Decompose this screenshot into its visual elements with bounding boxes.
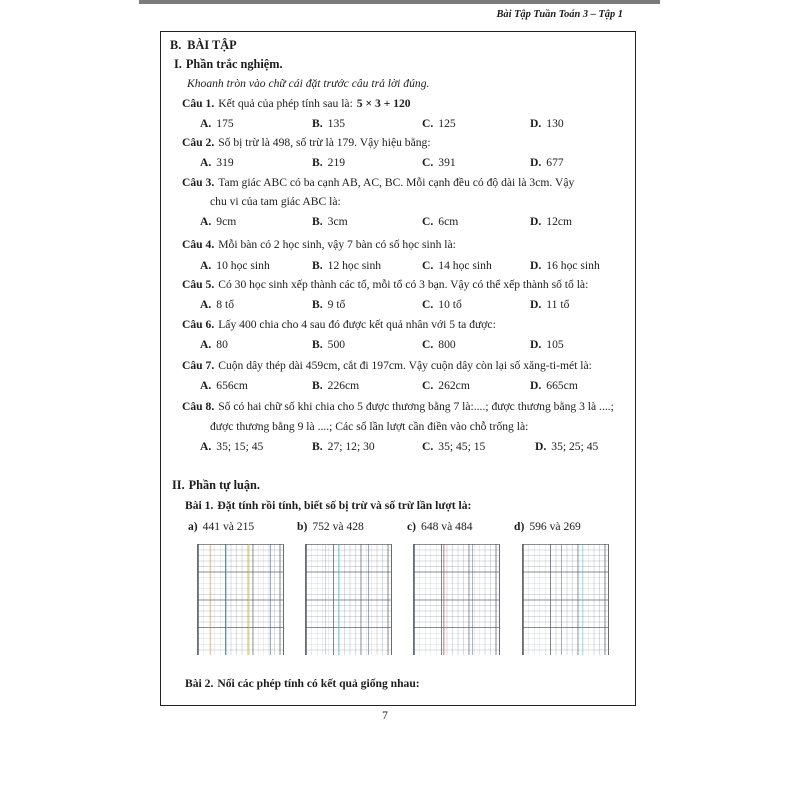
scan-top-edge xyxy=(139,0,660,4)
question-5: Câu 5. Có 30 học sinh xếp thành các tổ, mỗi tổ có 3 bạn. Vậy có thể xếp thành số tổ là: xyxy=(182,278,589,291)
option-c: C. 262cm xyxy=(422,379,470,392)
option-d: D. 130 xyxy=(530,117,564,130)
question-7: Câu 7. Cuộn dây thép dài 459cm, cắt đi 197cm. Vậy cuộn dây còn lại số xăng-ti-mét là: xyxy=(182,359,592,372)
option-b: B. 226cm xyxy=(312,379,360,392)
section-b-heading: B. BÀI TẬP xyxy=(170,38,237,52)
option-b: B. 500 xyxy=(312,338,346,351)
option-a: A. 175 xyxy=(200,117,234,130)
option-a: A. 80 xyxy=(200,338,228,351)
exercise-2-heading: Bài 2. Nối các phép tính có kết quả giống nhau: xyxy=(185,677,420,690)
option-c: C. 125 xyxy=(422,117,456,130)
question-8-options xyxy=(0,437,800,456)
question-8-line1: Câu 8. Số có hai chữ số khi chia cho 5 được thương bằng 7 là:....; được thương bằng 3 là ....; xyxy=(182,400,614,413)
item-c: c) 648 và 484 xyxy=(407,520,473,533)
question-2-options xyxy=(0,153,800,172)
question-3-line1: Câu 3. Tam giác ABC có ba cạnh AB, AC, BC. Mỗi cạnh đều có độ dài là 3cm. Vậy xyxy=(182,176,575,189)
question-1: Câu 1. Kết quả của phép tính sau là: 5 × 3 + 120 xyxy=(182,97,411,110)
option-c: C. 35; 45; 15 xyxy=(422,440,486,453)
option-d: D. 105 xyxy=(530,338,564,351)
exercise-1-items xyxy=(0,517,800,536)
option-c: C. 391 xyxy=(422,156,456,169)
booklet-title: Bài Tập Tuần Toán 3 – Tập 1 xyxy=(496,9,623,20)
option-b: B. 27; 12; 30 xyxy=(312,440,375,453)
part1-heading: I. Phần trắc nghiệm. xyxy=(174,57,283,71)
option-b: B. 219 xyxy=(312,156,346,169)
question-6: Câu 6. Lấy 400 chia cho 4 sau đó được kết quả nhân với 5 ta được: xyxy=(182,318,496,331)
option-c: C. 14 học sinh xyxy=(422,259,492,272)
work-grid-b xyxy=(305,544,392,655)
question-2: Câu 2. Số bị trừ là 498, số trừ là 179. Vậy hiệu bằng: xyxy=(182,136,431,149)
option-d: D. 16 học sinh xyxy=(530,259,600,272)
option-a: A. 35; 15; 45 xyxy=(200,440,264,453)
option-a: A. 8 tổ xyxy=(200,298,234,311)
option-b: B. 3cm xyxy=(312,215,348,228)
option-d: D. 665cm xyxy=(530,379,578,392)
option-c: C. 6cm xyxy=(422,215,459,228)
item-b: b) 752 và 428 xyxy=(297,520,364,533)
question-3-options xyxy=(0,212,800,231)
work-grid-a xyxy=(197,544,284,655)
work-grid-c xyxy=(413,544,500,655)
part2-heading: II. Phần tự luận. xyxy=(172,478,260,492)
question-7-options xyxy=(0,376,800,395)
question-5-options xyxy=(0,295,800,314)
option-d: D. 677 xyxy=(530,156,564,169)
question-1-options xyxy=(0,114,800,133)
question-8-line2: được thương bằng 9 là ....; Các số lần lượt cần điền vào chỗ trống là: xyxy=(210,420,529,433)
item-a: a) 441 và 215 xyxy=(188,520,255,533)
option-b: B. 135 xyxy=(312,117,346,130)
option-b: B. 9 tổ xyxy=(312,298,346,311)
question-4: Câu 4. Mỗi bàn có 2 học sinh, vậy 7 bàn có số học sinh là: xyxy=(182,238,456,251)
option-a: A. 10 học sinh xyxy=(200,259,270,272)
part1-instruction: Khoanh tròn vào chữ cái đặt trước câu trả lời đúng. xyxy=(187,77,430,90)
question-6-options xyxy=(0,335,800,354)
work-grid-d xyxy=(522,544,609,655)
question-3-line2: chu vi của tam giác ABC là: xyxy=(210,195,341,208)
option-a: A. 656cm xyxy=(200,379,248,392)
option-c: C. 10 tổ xyxy=(422,298,462,311)
option-b: B. 12 học sinh xyxy=(312,259,382,272)
page-number: 7 xyxy=(382,709,388,722)
option-d: D. 12cm xyxy=(530,215,573,228)
option-c: C. 800 xyxy=(422,338,456,351)
option-d: D. 35; 25; 45 xyxy=(535,440,599,453)
option-a: A. 319 xyxy=(200,156,234,169)
option-d: D. 11 tổ xyxy=(530,298,570,311)
question-4-options xyxy=(0,256,800,275)
exercise-1-heading: Bài 1. Đặt tính rồi tính, biết số bị trừ và số trừ lần lượt là: xyxy=(185,499,472,512)
item-d: d) 596 và 269 xyxy=(514,520,581,533)
option-a: A. 9cm xyxy=(200,215,237,228)
